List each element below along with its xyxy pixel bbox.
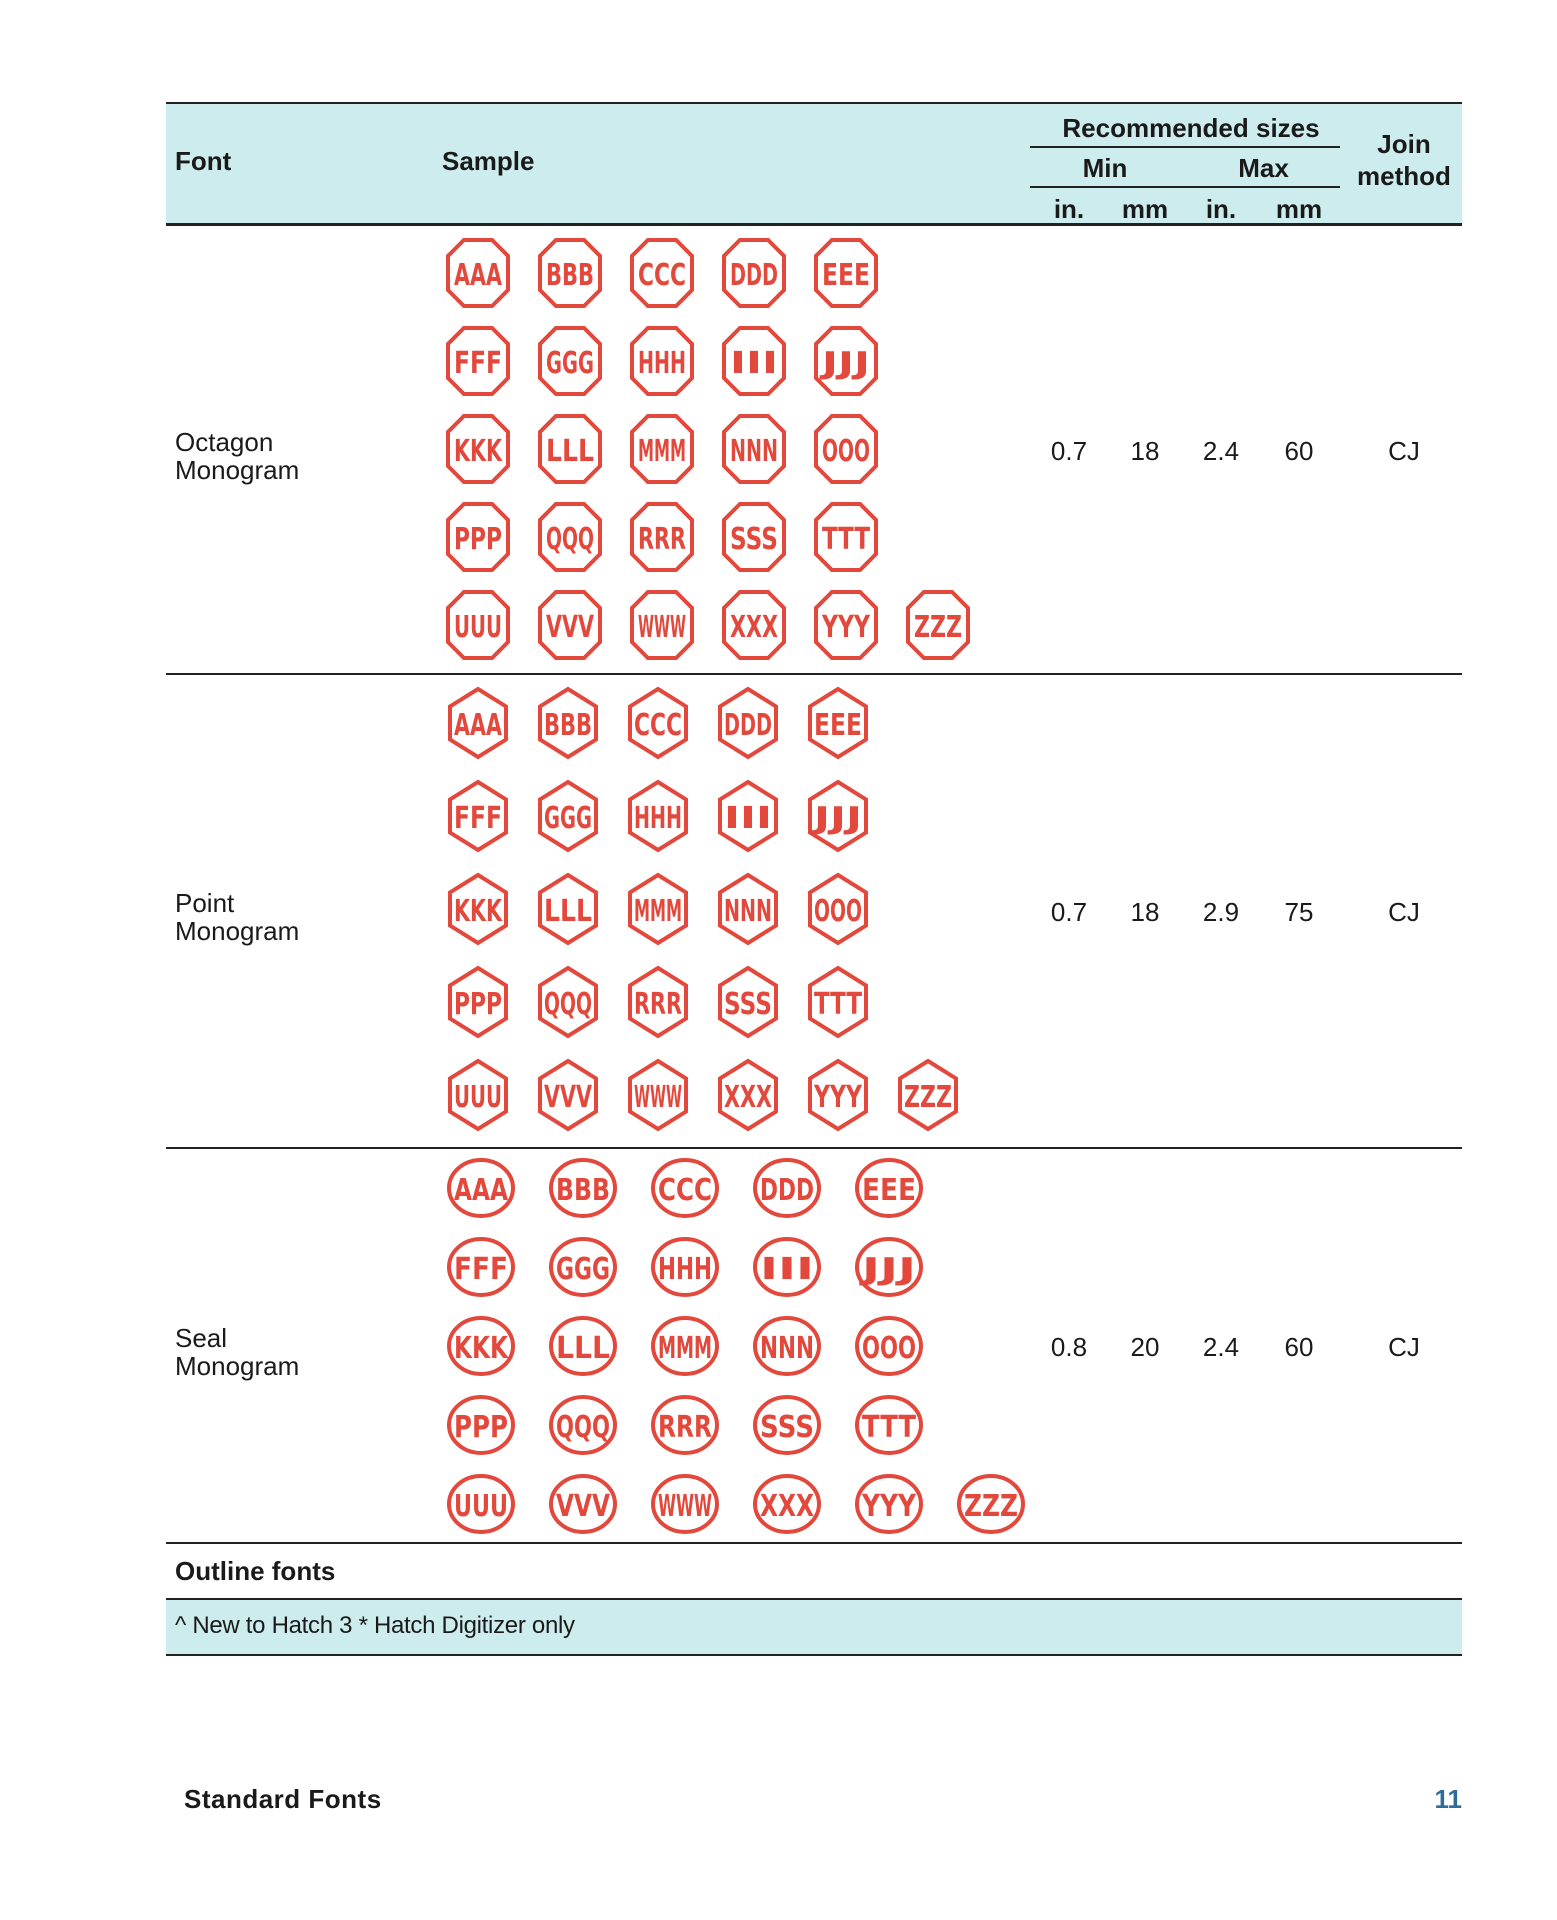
svg-text:LLL: LLL [544,894,592,929]
monogram-sample [626,687,690,759]
svg-text:YYY: YYY [813,1080,863,1115]
svg-text:NNN: NNN [760,1331,814,1366]
min-in: 0.8 [1050,1332,1088,1362]
monogram-sample [814,502,878,572]
monogram-sample [446,238,510,308]
svg-text:YYY: YYY [861,1489,918,1524]
max-in: 2.9 [1202,897,1240,927]
monogram-sample [752,1157,822,1219]
monogram-sample [626,873,690,945]
svg-text:SSS: SSS [760,1410,814,1445]
monogram-sample [814,590,878,660]
monogram-sample [806,780,870,852]
svg-text:DDD: DDD [760,1173,814,1208]
svg-text:YYY: YYY [821,610,871,645]
svg-text:XXX: XXX [760,1489,814,1524]
svg-text:CCC: CCC [658,1173,712,1208]
svg-text:RRR: RRR [658,1410,712,1445]
svg-text:HHH: HHH [638,346,686,381]
monogram-sample [806,1059,870,1131]
header-sample: Sample [442,146,535,176]
font-row-octagon [166,226,1462,675]
header-join-line2: method [1357,161,1451,191]
svg-text:CCC: CCC [634,708,682,743]
svg-text:KKK: KKK [454,434,504,469]
header-join-method [1346,128,1462,192]
monogram-sample [446,966,510,1038]
svg-text:III: III [724,801,772,836]
monogram-sample [956,1473,1026,1535]
header-recommended-sizes: Recommended sizes [1062,113,1320,143]
svg-text:GGG: GGG [544,801,592,836]
svg-text:QQQ: QQQ [544,987,592,1022]
header-max-mm: mm [1275,194,1323,224]
font-name [175,428,299,484]
svg-text:BBB: BBB [544,708,592,743]
monogram-sample [446,1059,510,1131]
min-mm: 18 [1130,897,1160,927]
join-method: CJ [1388,436,1420,466]
monogram-sample [752,1315,822,1377]
footer-title: Standard Fonts [184,1784,382,1814]
monogram-sample [446,1473,516,1535]
monogram-sample [854,1236,924,1298]
svg-text:PPP: PPP [454,1410,508,1445]
min-in: 0.7 [1050,436,1088,466]
monogram-sample [446,873,510,945]
svg-text:AAA: AAA [454,1173,509,1208]
monogram-sample [716,780,780,852]
font-name-line2: Monogram [175,455,300,485]
svg-text:VVV: VVV [556,1489,611,1524]
monogram-sample [446,414,510,484]
monogram-sample [446,1315,516,1377]
font-row-seal [166,1149,1462,1544]
svg-text:LLL: LLL [546,434,594,469]
monogram-sample [538,590,602,660]
monogram-sample [814,326,878,396]
svg-text:MMM: MMM [638,434,686,469]
legend-note: ^ New to Hatch 3 * Hatch Digitizer only [175,1612,575,1639]
min-in: 0.7 [1050,897,1088,927]
svg-text:HHH: HHH [634,801,682,836]
svg-text:HHH: HHH [658,1252,712,1287]
svg-text:RRR: RRR [634,987,682,1022]
svg-text:GGG: GGG [546,346,594,381]
svg-text:JJJ: JJJ [811,801,862,836]
outline-fonts-heading: Outline fonts [175,1556,336,1586]
svg-text:VVV: VVV [544,1080,593,1115]
svg-text:LLL: LLL [556,1331,610,1366]
svg-text:JJJ: JJJ [819,346,870,381]
monogram-sample [722,238,786,308]
monogram-sample [906,590,970,660]
svg-text:EEE: EEE [822,258,870,293]
monogram-sample [716,966,780,1038]
svg-text:SSS: SSS [730,522,778,557]
min-mm: 20 [1130,1332,1160,1362]
monogram-sample [548,1394,618,1456]
monogram-sample [650,1236,720,1298]
font-name-line1: Octagon [175,427,274,457]
monogram-sample [626,1059,690,1131]
svg-text:FFF: FFF [454,346,502,381]
svg-text:AAA: AAA [454,258,503,293]
header-font: Font [175,146,232,176]
monogram-sample [854,1473,924,1535]
monogram-sample [752,1394,822,1456]
font-name-line2: Monogram [175,1351,300,1381]
header-min: Min [1082,153,1128,183]
monogram-sample [722,502,786,572]
font-name [175,889,299,945]
monogram-sample [538,502,602,572]
svg-text:OOO: OOO [862,1331,916,1366]
monogram-sample [536,966,600,1038]
monogram-sample [722,414,786,484]
svg-text:ZZZ: ZZZ [904,1080,952,1115]
monogram-sample [630,326,694,396]
max-mm: 60 [1284,1332,1314,1362]
font-name-line2: Monogram [175,916,300,946]
max-in: 2.4 [1202,1332,1240,1362]
table-header [166,102,1462,226]
monogram-sample [446,780,510,852]
monogram-sample [538,414,602,484]
legend-note-row [166,1600,1462,1656]
svg-text:XXX: XXX [730,610,778,645]
svg-text:MMM: MMM [634,894,682,929]
svg-text:JJJ: JJJ [858,1252,916,1287]
monogram-sample [630,502,694,572]
max-mm: 60 [1284,436,1314,466]
monogram-sample [548,1157,618,1219]
svg-text:PPP: PPP [454,987,502,1022]
svg-text:ZZZ: ZZZ [964,1489,1018,1524]
svg-text:EEE: EEE [814,708,862,743]
font-name [175,1324,299,1380]
monogram-sample [548,1236,618,1298]
monogram-sample [722,590,786,660]
svg-text:OOO: OOO [822,434,870,469]
join-method: CJ [1388,1332,1420,1362]
monogram-sample [446,1157,516,1219]
monogram-sample [650,1473,720,1535]
svg-text:EEE: EEE [862,1173,916,1208]
svg-text:FFF: FFF [454,801,502,836]
svg-text:PPP: PPP [454,522,502,557]
monogram-sample [752,1473,822,1535]
monogram-sample [716,1059,780,1131]
monogram-sample [896,1059,960,1131]
svg-text:CCC: CCC [638,258,686,293]
monogram-sample [446,502,510,572]
monogram-sample [650,1157,720,1219]
monogram-sample [752,1236,822,1298]
monogram-sample [538,326,602,396]
svg-text:XXX: XXX [724,1080,772,1115]
monogram-sample [446,590,510,660]
svg-text:III: III [760,1252,814,1287]
monogram-sample [446,687,510,759]
monogram-sample [548,1315,618,1377]
header-max: Max [1238,153,1289,183]
svg-text:UUU: UUU [454,610,502,645]
min-mm: 18 [1130,436,1160,466]
svg-text:BBB: BBB [546,258,594,293]
svg-text:WWW: WWW [634,1080,682,1115]
monogram-sample [854,1315,924,1377]
svg-text:NNN: NNN [730,434,778,469]
svg-text:III: III [730,346,778,381]
max-in: 2.4 [1202,436,1240,466]
monogram-sample [854,1394,924,1456]
svg-text:BBB: BBB [556,1173,610,1208]
svg-text:QQQ: QQQ [556,1410,610,1445]
monogram-sample [446,1236,516,1298]
monogram-sample [814,238,878,308]
monogram-sample [538,238,602,308]
header-divider [1030,186,1340,188]
monogram-sample [630,414,694,484]
font-table [166,102,1462,1656]
header-join-line1: Join [1377,129,1431,159]
header-max-in: in. [1205,194,1237,224]
svg-text:TTT: TTT [814,987,863,1022]
monogram-sample [806,687,870,759]
monogram-sample [716,687,780,759]
monogram-sample [650,1394,720,1456]
svg-text:KKK: KKK [454,894,504,929]
max-mm: 75 [1284,897,1314,927]
font-name-line1: Point [175,888,235,918]
svg-text:WWW: WWW [658,1489,712,1524]
svg-text:UUU: UUU [454,1080,502,1115]
monogram-sample [536,1059,600,1131]
svg-text:KKK: KKK [454,1331,510,1366]
svg-text:WWW: WWW [638,610,686,645]
monogram-sample [806,873,870,945]
svg-text:TTT: TTT [862,1410,917,1445]
svg-text:TTT: TTT [822,522,871,557]
monogram-sample [650,1315,720,1377]
svg-text:OOO: OOO [814,894,862,929]
monogram-sample [814,414,878,484]
header-min-in: in. [1053,194,1085,224]
monogram-sample [446,1394,516,1456]
monogram-sample [626,966,690,1038]
page-number: 11 [1434,1784,1462,1814]
monogram-sample [716,873,780,945]
svg-text:AAA: AAA [454,708,503,743]
monogram-sample [854,1157,924,1219]
svg-text:SSS: SSS [724,987,772,1022]
monogram-sample [626,780,690,852]
monogram-sample [722,326,786,396]
join-method: CJ [1388,897,1420,927]
svg-text:GGG: GGG [556,1252,610,1287]
monogram-sample [806,966,870,1038]
svg-text:MMM: MMM [658,1331,712,1366]
svg-text:RRR: RRR [638,522,686,557]
svg-text:DDD: DDD [730,258,778,293]
font-name-line1: Seal [175,1323,228,1353]
monogram-sample [446,326,510,396]
monogram-sample [630,590,694,660]
svg-text:ZZZ: ZZZ [914,610,962,645]
svg-text:DDD: DDD [724,708,772,743]
monogram-sample [548,1473,618,1535]
font-row-point [166,675,1462,1149]
svg-text:QQQ: QQQ [546,522,594,557]
svg-text:UUU: UUU [454,1489,508,1524]
monogram-sample [536,873,600,945]
outline-fonts-row [166,1544,1462,1600]
monogram-sample [536,780,600,852]
svg-text:VVV: VVV [546,610,595,645]
header-divider [1030,146,1340,148]
monogram-sample [630,238,694,308]
header-min-mm: mm [1121,194,1169,224]
svg-text:NNN: NNN [724,894,772,929]
svg-text:FFF: FFF [454,1252,508,1287]
monogram-sample [536,687,600,759]
